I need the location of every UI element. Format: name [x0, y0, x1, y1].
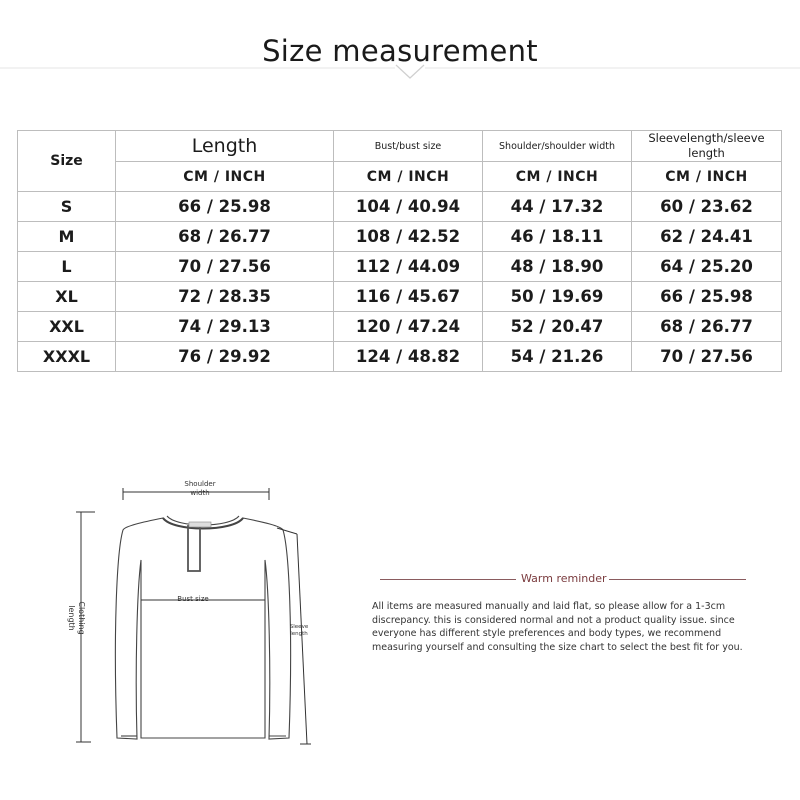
shoulder-column-header: Shoulder/shoulder width	[483, 131, 632, 162]
length-cell: 68 / 26.77	[116, 222, 334, 252]
table-row	[18, 192, 782, 222]
table-unit-row	[18, 162, 782, 192]
unit-label: CM / INCH	[632, 162, 782, 192]
sleeve-cell: 64 / 25.20	[632, 252, 782, 282]
size-cell: M	[18, 222, 116, 252]
size-cell: XL	[18, 282, 116, 312]
title-block	[0, 30, 800, 90]
shoulder-cell: 48 / 18.90	[483, 252, 632, 282]
bust-cell: 104 / 40.94	[334, 192, 483, 222]
unit-label: CM / INCH	[334, 162, 483, 192]
sleeve-column-header: Sleevelength/sleeve length	[632, 131, 782, 162]
table-row	[18, 252, 782, 282]
table-row	[18, 222, 782, 252]
table-row	[18, 342, 782, 372]
bust-cell: 116 / 45.67	[334, 282, 483, 312]
length-cell: 72 / 28.35	[116, 282, 334, 312]
reminder-title: Warm reminder	[521, 572, 607, 585]
divider-left	[380, 579, 516, 580]
size-cell: S	[18, 192, 116, 222]
shirt-outline-icon	[115, 516, 290, 739]
bust-cell: 112 / 44.09	[334, 252, 483, 282]
unit-label: CM / INCH	[483, 162, 632, 192]
bust-cell: 124 / 48.82	[334, 342, 483, 372]
length-cell: 66 / 25.98	[116, 192, 334, 222]
shoulder-cell: 46 / 18.11	[483, 222, 632, 252]
size-cell: XXXL	[18, 342, 116, 372]
bust-column-header: Bust/bust size	[334, 131, 483, 162]
shoulder-cell: 44 / 17.32	[483, 192, 632, 222]
sleeve-cell: 62 / 24.41	[632, 222, 782, 252]
bust-cell: 108 / 42.52	[334, 222, 483, 252]
table-row	[18, 282, 782, 312]
sleeve-label: length	[290, 631, 308, 637]
length-label: Clothing	[77, 601, 86, 635]
neck-label-icon	[189, 522, 211, 527]
page-title: Size measurement	[262, 34, 538, 68]
shirt-measurement-diagram	[55, 470, 315, 760]
length-cell: 70 / 27.56	[116, 252, 334, 282]
reminder-text: All items are measured manually and laid flat, so please allow for a 1-3cm discrepancy. this is considered normal and not a product quality issue. since everyone has different style preferences and body types, we recommend measuring yourself and consulting the size chart to select the best fit for you.	[372, 601, 743, 653]
shoulder-cell: 50 / 19.69	[483, 282, 632, 312]
length-cell: 74 / 29.13	[116, 312, 334, 342]
shoulder-label: Shoulder	[184, 480, 216, 488]
table-row	[18, 312, 782, 342]
sleeve-cell: 68 / 26.77	[632, 312, 782, 342]
length-cell: 76 / 29.92	[116, 342, 334, 372]
shoulder-cell: 52 / 20.47	[483, 312, 632, 342]
divider-right	[608, 579, 746, 580]
bust-label: Bust size	[177, 595, 209, 603]
size-table	[17, 130, 782, 372]
unit-label: CM / INCH	[116, 162, 334, 192]
length-label: length	[67, 605, 76, 631]
sleeve-cell: 60 / 23.62	[632, 192, 782, 222]
size-cell: L	[18, 252, 116, 282]
shoulder-label: width	[190, 489, 210, 497]
sleeve-cell: 70 / 27.56	[632, 342, 782, 372]
size-cell: XXL	[18, 312, 116, 342]
sleeve-cell: 66 / 25.98	[632, 282, 782, 312]
shoulder-cell: 54 / 21.26	[483, 342, 632, 372]
length-column-header: Length	[116, 131, 334, 162]
size-column-header: Size	[18, 131, 116, 192]
sleeve-label: Sleeve	[289, 624, 309, 630]
table-header-row	[18, 131, 782, 162]
bust-cell: 120 / 47.24	[334, 312, 483, 342]
